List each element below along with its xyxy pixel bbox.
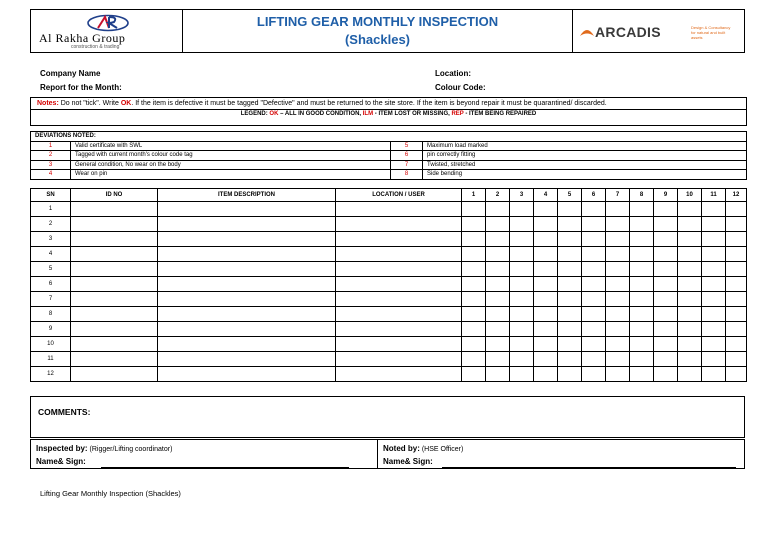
row-check-cell[interactable] <box>606 352 630 367</box>
header-check-3: 3 <box>510 189 534 202</box>
row-location-cell[interactable] <box>336 277 462 292</box>
deviation-number: 4 <box>31 170 71 180</box>
deviation-number: 1 <box>31 141 71 151</box>
row-check-cell[interactable] <box>606 232 630 247</box>
row-check-cell[interactable] <box>726 217 747 232</box>
row-check-cell[interactable] <box>630 292 654 307</box>
header-check-9: 9 <box>654 189 678 202</box>
row-check-cell[interactable] <box>678 367 702 382</box>
row-sn: 10 <box>31 337 71 352</box>
row-check-cell[interactable] <box>582 202 606 217</box>
row-check-cell[interactable] <box>726 262 747 277</box>
row-description-cell[interactable] <box>158 247 336 262</box>
row-check-cell[interactable] <box>654 202 678 217</box>
row-check-cell[interactable] <box>510 337 534 352</box>
row-check-cell[interactable] <box>726 322 747 337</box>
header-check-6: 6 <box>582 189 606 202</box>
row-check-cell[interactable] <box>462 292 486 307</box>
row-check-cell[interactable] <box>534 217 558 232</box>
row-check-cell[interactable] <box>702 247 726 262</box>
al-rakha-logo <box>31 10 183 52</box>
row-check-cell[interactable] <box>486 307 510 322</box>
row-description-cell[interactable] <box>158 292 336 307</box>
deviation-number: 8 <box>391 170 423 180</box>
row-description-cell[interactable] <box>158 367 336 382</box>
row-check-cell[interactable] <box>678 262 702 277</box>
table-row <box>31 217 747 232</box>
header-sn: SN <box>31 189 71 202</box>
page-subtitle: (Shackles) <box>344 32 411 47</box>
row-description-cell[interactable] <box>158 202 336 217</box>
row-check-cell[interactable] <box>630 202 654 217</box>
row-description-cell[interactable] <box>158 337 336 352</box>
inspected-by-label: Inspected by: <box>36 444 88 453</box>
deviations-table <box>30 131 747 180</box>
header-item-description: ITEM DESCRIPTION <box>158 189 336 202</box>
deviation-row <box>31 151 747 161</box>
row-check-cell[interactable] <box>558 217 582 232</box>
deviation-text: General condition, No wear on the body <box>71 160 391 170</box>
deviation-text: Maximum load marked <box>423 141 747 151</box>
row-id-cell[interactable] <box>71 247 158 262</box>
legend-label: LEGEND: <box>240 111 270 117</box>
row-id-cell[interactable] <box>71 367 158 382</box>
row-check-cell[interactable] <box>462 247 486 262</box>
legend-line <box>31 111 746 117</box>
comments-label: COMMENTS: <box>38 407 91 417</box>
row-check-cell[interactable] <box>582 352 606 367</box>
row-check-cell[interactable] <box>534 322 558 337</box>
row-check-cell[interactable] <box>510 352 534 367</box>
row-check-cell[interactable] <box>486 247 510 262</box>
row-sn: 11 <box>31 352 71 367</box>
comments-box[interactable] <box>30 396 745 438</box>
row-check-cell[interactable] <box>654 292 678 307</box>
header-check-8: 8 <box>630 189 654 202</box>
row-location-cell[interactable] <box>336 247 462 262</box>
row-location-cell[interactable] <box>336 367 462 382</box>
row-sn: 5 <box>31 262 71 277</box>
row-location-cell[interactable] <box>336 292 462 307</box>
noted-signature-line[interactable] <box>442 467 736 468</box>
row-location-cell[interactable] <box>336 202 462 217</box>
row-check-cell[interactable] <box>726 232 747 247</box>
row-check-cell[interactable] <box>630 337 654 352</box>
row-check-cell[interactable] <box>702 322 726 337</box>
row-check-cell[interactable] <box>558 352 582 367</box>
row-check-cell[interactable] <box>654 307 678 322</box>
row-check-cell[interactable] <box>558 367 582 382</box>
row-check-cell[interactable] <box>606 262 630 277</box>
row-id-cell[interactable] <box>71 292 158 307</box>
header-check-1: 1 <box>462 189 486 202</box>
row-sn: 3 <box>31 232 71 247</box>
row-check-cell[interactable] <box>510 307 534 322</box>
row-check-cell[interactable] <box>726 337 747 352</box>
notes-text-1: Do not "tick". Write <box>58 100 121 107</box>
deviation-number: 2 <box>31 151 71 161</box>
row-check-cell[interactable] <box>486 322 510 337</box>
row-location-cell[interactable] <box>336 307 462 322</box>
deviations-title: DEVIATIONS NOTED: <box>31 132 747 142</box>
deviation-number: 7 <box>391 160 423 170</box>
row-check-cell[interactable] <box>606 217 630 232</box>
row-check-cell[interactable] <box>678 232 702 247</box>
inspected-signature-line[interactable] <box>101 467 349 468</box>
row-check-cell[interactable] <box>486 217 510 232</box>
row-check-cell[interactable] <box>702 337 726 352</box>
row-check-cell[interactable] <box>702 217 726 232</box>
row-check-cell[interactable] <box>630 307 654 322</box>
row-description-cell[interactable] <box>158 322 336 337</box>
row-check-cell[interactable] <box>630 352 654 367</box>
row-check-cell[interactable] <box>630 247 654 262</box>
row-check-cell[interactable] <box>486 367 510 382</box>
row-id-cell[interactable] <box>71 352 158 367</box>
row-check-cell[interactable] <box>510 322 534 337</box>
row-check-cell[interactable] <box>630 322 654 337</box>
row-check-cell[interactable] <box>702 262 726 277</box>
table-row <box>31 367 747 382</box>
row-location-cell[interactable] <box>336 337 462 352</box>
row-check-cell[interactable] <box>582 307 606 322</box>
row-check-cell[interactable] <box>462 217 486 232</box>
table-row <box>31 307 747 322</box>
header-check-11: 11 <box>702 189 726 202</box>
table-row <box>31 262 747 277</box>
row-description-cell[interactable] <box>158 217 336 232</box>
row-check-cell[interactable] <box>582 217 606 232</box>
row-check-cell[interactable] <box>534 292 558 307</box>
row-check-cell[interactable] <box>702 232 726 247</box>
noted-name-sign-label: Name& Sign: <box>383 457 433 466</box>
row-check-cell[interactable] <box>510 367 534 382</box>
table-row <box>31 352 747 367</box>
row-check-cell[interactable] <box>558 247 582 262</box>
row-check-cell[interactable] <box>678 307 702 322</box>
al-rakha-emblem-icon <box>86 14 130 32</box>
row-check-cell[interactable] <box>702 292 726 307</box>
row-check-cell[interactable] <box>606 202 630 217</box>
row-check-cell[interactable] <box>486 292 510 307</box>
row-check-cell[interactable] <box>606 307 630 322</box>
page-title: LIFTING GEAR MONTHLY INSPECTION <box>256 14 499 29</box>
row-check-cell[interactable] <box>462 277 486 292</box>
header-box <box>30 9 745 53</box>
row-check-cell[interactable] <box>726 277 747 292</box>
row-location-cell[interactable] <box>336 322 462 337</box>
header-check-7: 7 <box>606 189 630 202</box>
header-location-user: LOCATION / USER <box>336 189 462 202</box>
row-check-cell[interactable] <box>726 307 747 322</box>
row-check-cell[interactable] <box>582 337 606 352</box>
row-check-cell[interactable] <box>702 307 726 322</box>
row-check-cell[interactable] <box>462 352 486 367</box>
row-check-cell[interactable] <box>558 307 582 322</box>
header-check-5: 5 <box>558 189 582 202</box>
table-row <box>31 277 747 292</box>
row-location-cell[interactable] <box>336 262 462 277</box>
colour-code-label: Colour Code: <box>435 83 486 92</box>
row-sn: 6 <box>31 277 71 292</box>
row-check-cell[interactable] <box>726 352 747 367</box>
table-row <box>31 322 747 337</box>
row-description-cell[interactable] <box>158 232 336 247</box>
row-id-cell[interactable] <box>71 322 158 337</box>
row-description-cell[interactable] <box>158 277 336 292</box>
row-check-cell[interactable] <box>486 337 510 352</box>
row-location-cell[interactable] <box>336 232 462 247</box>
header-check-10: 10 <box>678 189 702 202</box>
row-check-cell[interactable] <box>510 292 534 307</box>
location-label: Location: <box>435 69 471 78</box>
row-check-cell[interactable] <box>510 277 534 292</box>
row-check-cell[interactable] <box>510 247 534 262</box>
row-sn: 2 <box>31 217 71 232</box>
row-check-cell[interactable] <box>702 202 726 217</box>
deviation-row <box>31 160 747 170</box>
row-check-cell[interactable] <box>606 322 630 337</box>
row-check-cell[interactable] <box>702 352 726 367</box>
row-check-cell[interactable] <box>486 262 510 277</box>
row-check-cell[interactable] <box>606 247 630 262</box>
row-check-cell[interactable] <box>678 247 702 262</box>
noted-by-role: (HSE Officer) <box>419 446 464 453</box>
row-check-cell[interactable] <box>510 232 534 247</box>
notes-text-2: . If the item is defective it must be tagged "Defective" and must be returned to the site store. If the item is beyond repair it must be quarantined/ discarded. <box>131 100 607 107</box>
legend-ok: OK <box>269 111 279 117</box>
row-check-cell[interactable] <box>606 292 630 307</box>
report-month-label: Report for the Month: <box>40 83 122 92</box>
deviation-row <box>31 141 747 151</box>
row-location-cell[interactable] <box>336 352 462 367</box>
header-id-no: ID NO <box>71 189 158 202</box>
row-check-cell[interactable] <box>582 262 606 277</box>
row-check-cell[interactable] <box>654 337 678 352</box>
legend-ok-text: – ALL IN GOOD CONDITION, <box>278 111 363 117</box>
row-check-cell[interactable] <box>630 217 654 232</box>
left-logo-tagline: construction & trading <box>71 44 120 50</box>
row-id-cell[interactable] <box>71 337 158 352</box>
row-sn: 8 <box>31 307 71 322</box>
inspected-by-section <box>31 440 378 468</box>
row-id-cell[interactable] <box>71 262 158 277</box>
row-check-cell[interactable] <box>630 262 654 277</box>
row-id-cell[interactable] <box>71 307 158 322</box>
notes-ok: OK <box>120 100 132 107</box>
row-check-cell[interactable] <box>534 337 558 352</box>
row-check-cell[interactable] <box>534 367 558 382</box>
row-check-cell[interactable] <box>702 277 726 292</box>
row-check-cell[interactable] <box>582 367 606 382</box>
header-check-2: 2 <box>486 189 510 202</box>
deviation-text: Valid certificate with SWL <box>71 141 391 151</box>
row-check-cell[interactable] <box>702 367 726 382</box>
deviation-number: 5 <box>391 141 423 151</box>
arcadis-mark-icon <box>579 26 595 38</box>
row-check-cell[interactable] <box>510 217 534 232</box>
row-check-cell[interactable] <box>606 367 630 382</box>
row-check-cell[interactable] <box>678 217 702 232</box>
row-check-cell[interactable] <box>678 337 702 352</box>
table-header-row <box>31 189 747 202</box>
deviation-text: Tagged with current month's colour code tag <box>71 151 391 161</box>
row-id-cell[interactable] <box>71 277 158 292</box>
row-check-cell[interactable] <box>630 277 654 292</box>
row-check-cell[interactable] <box>582 277 606 292</box>
row-check-cell[interactable] <box>534 277 558 292</box>
row-check-cell[interactable] <box>678 202 702 217</box>
row-check-cell[interactable] <box>510 202 534 217</box>
row-check-cell[interactable] <box>630 367 654 382</box>
noted-by-label: Noted by: <box>383 444 420 453</box>
row-check-cell[interactable] <box>558 262 582 277</box>
row-check-cell[interactable] <box>654 322 678 337</box>
legend-rep: REP <box>451 111 464 117</box>
arcadis-logo <box>573 10 746 52</box>
row-check-cell[interactable] <box>582 232 606 247</box>
left-logo-name: Al Rakha Group <box>39 31 126 45</box>
row-check-cell[interactable] <box>654 262 678 277</box>
deviation-row <box>31 170 747 180</box>
row-check-cell[interactable] <box>534 352 558 367</box>
footer-caption: Lifting Gear Monthly Inspection (Shackles) <box>40 489 181 498</box>
row-sn: 9 <box>31 322 71 337</box>
row-check-cell[interactable] <box>654 352 678 367</box>
row-description-cell[interactable] <box>158 352 336 367</box>
row-description-cell[interactable] <box>158 307 336 322</box>
row-check-cell[interactable] <box>534 232 558 247</box>
row-check-cell[interactable] <box>486 232 510 247</box>
row-location-cell[interactable] <box>336 217 462 232</box>
row-id-cell[interactable] <box>71 202 158 217</box>
row-check-cell[interactable] <box>486 352 510 367</box>
row-check-cell[interactable] <box>654 367 678 382</box>
inspected-name-sign-label: Name& Sign: <box>36 457 86 466</box>
inspection-table <box>30 188 747 382</box>
row-check-cell[interactable] <box>462 307 486 322</box>
row-sn: 4 <box>31 247 71 262</box>
legend-rep-text: - ITEM BEING REPAIRED <box>463 111 537 117</box>
table-row <box>31 202 747 217</box>
row-check-cell[interactable] <box>606 277 630 292</box>
row-check-cell[interactable] <box>558 292 582 307</box>
row-sn: 12 <box>31 367 71 382</box>
notes-divider <box>31 109 746 110</box>
row-check-cell[interactable] <box>630 232 654 247</box>
row-check-cell[interactable] <box>726 292 747 307</box>
row-sn: 7 <box>31 292 71 307</box>
deviation-text: Twisted, stretched <box>423 160 747 170</box>
row-check-cell[interactable] <box>678 322 702 337</box>
row-check-cell[interactable] <box>462 262 486 277</box>
row-check-cell[interactable] <box>486 202 510 217</box>
row-check-cell[interactable] <box>654 217 678 232</box>
row-description-cell[interactable] <box>158 262 336 277</box>
notes-label: Notes: <box>37 100 59 107</box>
row-check-cell[interactable] <box>678 292 702 307</box>
right-logo-subtitle: Design & Consultancy for natural and built assets <box>691 25 731 40</box>
table-row <box>31 232 747 247</box>
deviation-number: 6 <box>391 151 423 161</box>
row-check-cell[interactable] <box>582 292 606 307</box>
row-check-cell[interactable] <box>558 277 582 292</box>
row-check-cell[interactable] <box>534 307 558 322</box>
legend-ilm: ILM <box>362 111 374 117</box>
row-check-cell[interactable] <box>462 337 486 352</box>
row-check-cell[interactable] <box>654 247 678 262</box>
header-check-12: 12 <box>726 189 747 202</box>
row-check-cell[interactable] <box>462 202 486 217</box>
row-check-cell[interactable] <box>726 202 747 217</box>
row-id-cell[interactable] <box>71 232 158 247</box>
deviation-text: Wear on pin <box>71 170 391 180</box>
row-check-cell[interactable] <box>654 277 678 292</box>
row-check-cell[interactable] <box>558 322 582 337</box>
row-check-cell[interactable] <box>726 367 747 382</box>
row-check-cell[interactable] <box>486 277 510 292</box>
row-check-cell[interactable] <box>558 337 582 352</box>
row-check-cell[interactable] <box>678 352 702 367</box>
row-check-cell[interactable] <box>534 262 558 277</box>
table-row <box>31 292 747 307</box>
row-check-cell[interactable] <box>654 232 678 247</box>
row-id-cell[interactable] <box>71 217 158 232</box>
row-check-cell[interactable] <box>558 232 582 247</box>
deviation-text: pin correctly fitting <box>423 151 747 161</box>
row-check-cell[interactable] <box>678 277 702 292</box>
deviation-text: Side bending <box>423 170 747 180</box>
company-name-label: Company Name <box>40 69 101 78</box>
header-check-4: 4 <box>534 189 558 202</box>
row-check-cell[interactable] <box>534 202 558 217</box>
row-check-cell[interactable] <box>726 247 747 262</box>
row-sn: 1 <box>31 202 71 217</box>
legend-ilm-text: - ITEM LOST OR MISSING, <box>373 111 452 117</box>
notes-box <box>30 97 747 126</box>
row-check-cell[interactable] <box>582 322 606 337</box>
row-check-cell[interactable] <box>510 262 534 277</box>
row-check-cell[interactable] <box>558 202 582 217</box>
row-check-cell[interactable] <box>462 322 486 337</box>
table-row <box>31 247 747 262</box>
notes-line <box>37 100 607 107</box>
row-check-cell[interactable] <box>582 247 606 262</box>
row-check-cell[interactable] <box>606 337 630 352</box>
noted-by-section <box>378 440 746 468</box>
row-check-cell[interactable] <box>462 367 486 382</box>
row-check-cell[interactable] <box>462 232 486 247</box>
row-check-cell[interactable] <box>534 247 558 262</box>
title-box <box>183 10 573 52</box>
table-row <box>31 337 747 352</box>
deviation-number: 3 <box>31 160 71 170</box>
signature-box <box>30 439 745 469</box>
inspected-by-role: (Rigger/Lifting coordinator) <box>87 446 173 453</box>
right-logo-name: ARCADIS <box>595 24 661 40</box>
